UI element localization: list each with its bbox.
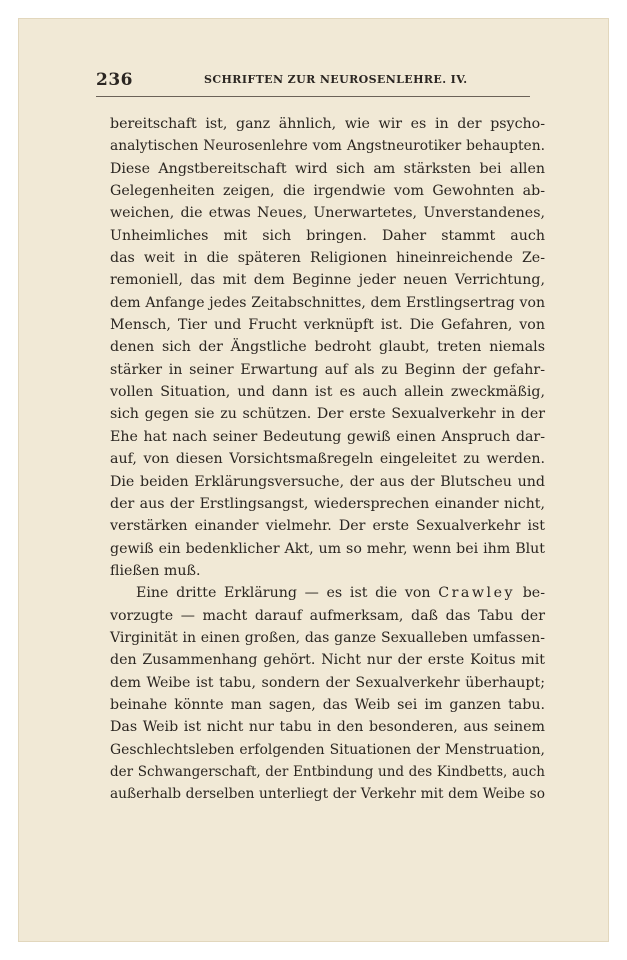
author-name: Crawley	[438, 585, 515, 602]
text-line: Geschlechtsleben erfolgenden Situationen der Menstruation,	[110, 741, 545, 758]
text-line: denen sich der Ängstliche bedroht glaubt, treten niemals	[110, 339, 545, 356]
text-line: Virginität in einen großen, das ganze Sexualleben umfassen-	[110, 629, 545, 646]
text-line: gewiß ein bedenklicher Akt, um so mehr, wenn bei ihm Blut	[110, 540, 545, 557]
running-title: SCHRIFTEN ZUR NEUROSENLEHRE. IV.	[204, 73, 468, 86]
paragraph-1	[110, 113, 545, 582]
text-line: beinahe könnte man sagen, das Weib sei im ganzen tabu.	[110, 696, 545, 713]
text-line: der aus der Erstlingsangst, wiedersprechen einander nicht,	[110, 495, 545, 512]
paragraph-2	[110, 582, 545, 805]
text-line: fließen muß.	[110, 562, 201, 579]
text-line: Diese Angstbereitschaft wird sich am stärksten bei allen	[110, 160, 545, 177]
text-line: das weit in die späteren Religionen hineinreichende Ze-	[110, 250, 545, 267]
text-line: Gelegenheiten zeigen, die irgendwie vom Gewohnten ab-	[110, 183, 545, 200]
text-line: Die beiden Erklärungsversuche, der aus der Blutscheu und	[110, 473, 545, 490]
text-line: dem Weibe ist tabu, sondern der Sexualverkehr überhaupt;	[110, 674, 545, 691]
body-text	[110, 113, 545, 806]
text-line: der Schwangerschaft, der Entbindung und des Kindbetts, auch	[110, 763, 545, 780]
text-line: verstärken einander vielmehr. Der erste Sexualverkehr ist	[110, 518, 545, 535]
text-line	[110, 582, 545, 604]
page-number: 236	[96, 70, 133, 90]
text-fragment: Eine dritte Erklärung — es ist die von	[136, 585, 431, 602]
text-line: analytischen Neurosenlehre vom Angstneurotiker behaupten.	[110, 138, 545, 155]
text-line: vorzugte — macht darauf aufmerksam, daß das Tabu der	[110, 607, 545, 624]
text-line: vollen Situation, und dann ist es auch allein zweckmäßig,	[110, 384, 545, 401]
text-line: den Zusammenhang gehört. Nicht nur der erste Koitus mit	[110, 652, 545, 669]
text-line: Unheimliches mit sich bringen. Daher stammt auch	[110, 227, 545, 244]
text-line: Ehe hat nach seiner Bedeutung gewiß einen Anspruch dar-	[110, 428, 545, 445]
text-line: Das Weib ist nicht nur tabu in den besonderen, aus seinem	[110, 719, 545, 736]
text-line: auf, von diesen Vorsichtsmaßregeln eingeleitet zu werden.	[110, 451, 545, 468]
text-line: außerhalb derselben unterliegt der Verkehr mit dem Weibe so	[110, 786, 545, 803]
text-line: remoniell, das mit dem Beginne jeder neuen Verrichtung,	[110, 272, 545, 289]
text-line: sich gegen sie zu schützen. Der erste Sexualverkehr in der	[110, 406, 545, 423]
text-line: stärker in seiner Erwartung auf als zu Beginn der gefahr-	[110, 361, 545, 378]
header-rule	[96, 96, 530, 97]
text-fragment: be-	[522, 585, 545, 602]
text-line: bereitschaft ist, ganz ähnlich, wie wir es in der psycho-	[110, 116, 545, 132]
text-line: dem Anfange jedes Zeitabschnittes, dem Erstlingsertrag von	[110, 294, 545, 311]
text-line: Mensch, Tier und Frucht verknüpft ist. Die Gefahren, von	[110, 317, 545, 334]
page-header	[96, 70, 530, 92]
text-line: weichen, die etwas Neues, Unerwartetes, Unverstandenes,	[110, 205, 545, 222]
